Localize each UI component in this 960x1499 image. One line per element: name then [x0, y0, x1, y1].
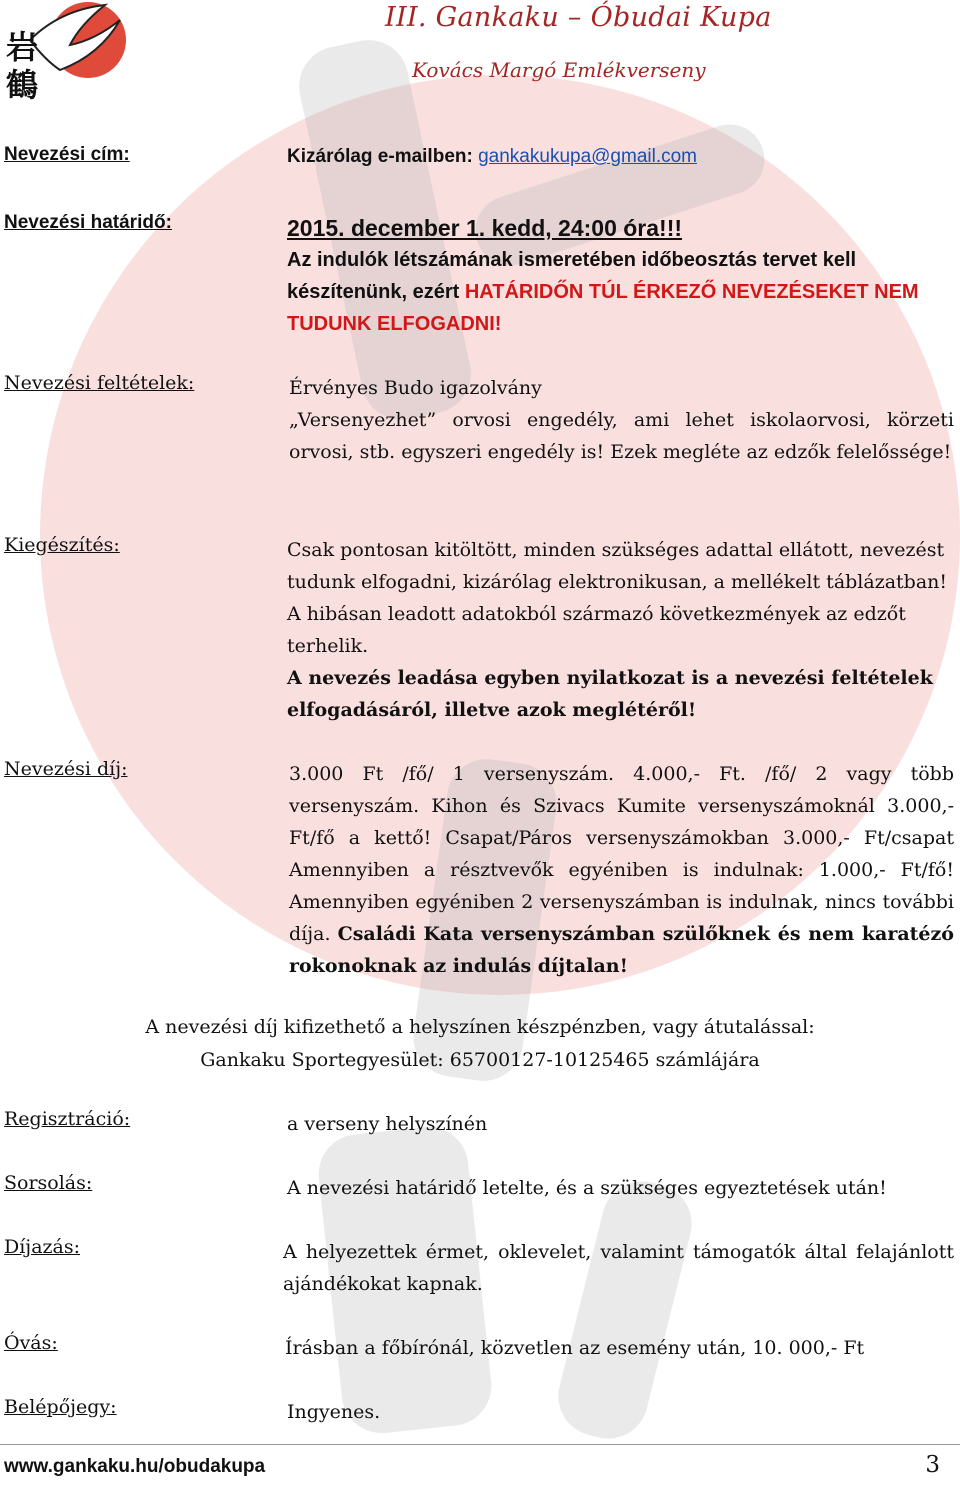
payment-line-1: A nevezési díj kifizethető a helyszínen készpénzben, vagy átutalással: — [145, 1016, 815, 1038]
deadline-value — [287, 212, 954, 340]
logo — [0, 0, 130, 105]
ticket-value: Ingyenes. — [287, 1401, 381, 1423]
conditions-label: Nevezési feltételek: — [4, 372, 195, 394]
entry-address-label: Nevezési cím: — [4, 144, 130, 165]
fee-label: Nevezési díj: — [4, 758, 128, 780]
email-link[interactable]: gankakukupa@gmail.com — [478, 146, 698, 167]
page-subtitle: Kovács Margó Emlékverseny — [412, 58, 706, 82]
registration-value: a verseny helyszínén — [287, 1113, 488, 1135]
page-number: 3 — [925, 1452, 940, 1478]
draw-label: Sorsolás: — [4, 1172, 93, 1194]
deadline-label: Nevezési határidő: — [4, 212, 172, 233]
fee-bold-text: Családi Kata versenyszámban szülőknek és nem karatézó rokonoknak az indulás díjtalan! — [289, 923, 954, 977]
supplement-bold-text: A nevezés leadása egyben nyilatkozat is a nevezési feltételek elfogadásáról, illetve azok meglétéről! — [287, 667, 933, 721]
conditions-line-1: Érvényes Budo igazolvány — [289, 377, 542, 399]
conditions-value — [289, 372, 954, 468]
entry-address-value — [287, 144, 954, 170]
protest-value: Írásban a főbírónál, közvetlen az esemény után, 10. 000,- Ft — [285, 1337, 865, 1359]
awards-value: A helyezettek érmet, oklevelet, valamint támogatók által felajánlott ajándékokat kapnak. — [283, 1241, 954, 1295]
supplement-value — [287, 534, 954, 726]
supplement-label: Kiegészítés: — [4, 534, 120, 556]
payment-line-2: Gankaku Sportegyesület: 65700127-10125465 számlájára — [200, 1049, 760, 1071]
draw-value: A nevezési határidő letelte, és a szükséges egyeztetések után! — [287, 1177, 887, 1199]
fee-text: 3.000 Ft /fő/ 1 versenyszám. 4.000,- Ft. /fő/ 2 vagy több versenyszám. Kihon és Szivacs Kumite versenyszámoknál 3.000,- Ft/fő a kettő! Csapat/Páros versenyszámokban 3.000,- Ft/csapat Amennyiben a résztvevők egyéniben is indulnak: 1.000,- Ft/fő! Amennyiben egyéniben 2 versenyszámban is indulnak, nincs további díja. — [289, 763, 954, 945]
footer-url[interactable]: www.gankaku.hu/obudakupa — [4, 1456, 266, 1477]
ticket-label: Belépőjegy: — [4, 1396, 117, 1418]
supplement-text: Csak pontosan kitöltött, minden szükséges adattal ellátott, nevezést tudunk elfogadni, kizárólag elektronikusan, a mellékelt táblázatban! A hibásan leadott adatokból származó következmények az edzőt terhelik. — [287, 539, 948, 657]
deadline-warning: HATÁRIDŐN TÚL ÉRKEZŐ NEVEZÉSEKET NEM TUDUNK ELFOGADNI! — [287, 281, 919, 335]
page-title: III. Gankaku – Óbudai Kupa — [385, 2, 772, 33]
conditions-line-2: „Versenyezhet” orvosi engedély, ami lehet iskolaorvosi, körzeti orvosi, stb. egyszeri engedély is! Ezek megléte az edzők felelőssége! — [289, 409, 954, 463]
registration-label: Regisztráció: — [4, 1108, 131, 1130]
footer-divider — [0, 1444, 960, 1445]
deadline-date: 2015. december 1. kedd, 24:00 óra!!! — [287, 215, 683, 241]
logo-kanji-bottom: 鶴 — [6, 66, 39, 104]
awards-label: Díjazás: — [4, 1236, 81, 1258]
fee-value — [289, 758, 954, 982]
deadline-explanation: Az indulók létszámának ismeretében időbeosztás tervet kell készítenünk, ezért — [287, 249, 857, 303]
logo-kanji-top: 岩 — [6, 28, 39, 66]
deadline-text — [287, 244, 954, 340]
entry-address-prefix: Kizárólag e-mailben: — [287, 146, 473, 167]
payment-info — [0, 1011, 960, 1077]
protest-label: Óvás: — [4, 1332, 58, 1354]
